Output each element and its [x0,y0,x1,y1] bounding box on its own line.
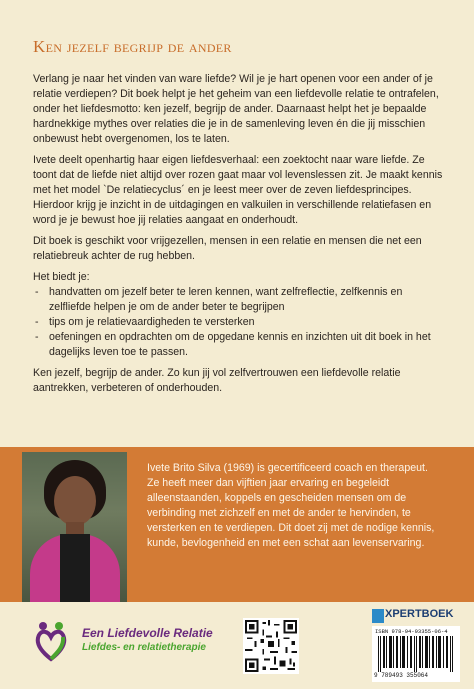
barcode [372,626,460,682]
paragraph: Ivete deelt openhartig haar eigen liefdesverhaal: een zoektocht naar ware liefde. Ze toont dat de liefde niet altijd over rozen gaat maar vol levenslessen zit. Je maakt kennis met het model `De relatiecyclus´ en je leest meer over de zeven liefdesprincipes. Hierdoor krijg je inzicht in de uitdagingen en valkuilen in verschillende relatiefasen en word je je bewust hoe jij relaties aangaat en onderhoudt. [33,154,443,226]
benefits-list [33,285,445,360]
barcode-digits: 9 789493 355064 [374,672,429,679]
heading-part2: begrijp de ander [113,37,232,56]
publisher-logo [372,608,458,624]
blurb-text [33,72,445,402]
author-bio: Ivete Brito Silva (1969) is gecertificeerd coach en therapeut. Ze heeft meer dan vijftien jaar ervaring en begeleidt alleenstaanden, koppels en gescheiden mensen om de verbinding met zichzelf en met de ander te hervinden, te versterken en te verdiepen. Dit doet zij met de nodige kennis, kunde, bevlogenheid en met een schat aan levenservaring. [147,462,435,549]
list-intro: Het biedt je: [33,271,90,283]
list-item: - handvatten om jezelf beter te leren kennen, want zelfreflectie, zelfkennis en zelfliefde helpen je om de ander beter te begrijpen [49,285,445,315]
publisher-mark-icon [372,609,384,623]
isbn-text: ISBN 978-94-93355-06-4 [375,628,448,635]
author-photo [22,452,127,602]
list-item: - tips om je relatievaardigheden te versterken [49,315,445,330]
closing-paragraph: Ken jezelf, begrijp de ander. Zo kun jij vol zelfvertrouwen een liefdevolle relatie aantrekken, verbeteren of onderhouden. [33,367,401,394]
paragraph: Verlang je naar het vinden van ware liefde? Wil je je hart openen voor een ander of je relatie verdiepen? Dit boek helpt je het geheim van een liefdevolle relatie te ontrafelen, onder het liefdesmotto: ken jezelf, begrijp de ander. Daarnaast helpt het je bepaalde hardnekkige mythes over relaties die je in de samenleving leven én die jij misschien onbewust hebt overgenomen, los te laten. [33,73,439,145]
qr-code-icon [243,618,299,674]
list-item: - oefeningen en opdrachten om de opgedane kennis en inzichten uit dit boek in het dagelijks leven toe te passen. [49,330,445,360]
cover-heading [33,37,232,57]
heart-people-icon [34,619,68,663]
logo-subtitle: Liefdes- en relatietherapie [82,642,206,653]
relatie-logo [28,613,238,683]
heading-part1: Ken jezelf [33,37,110,56]
logo-title: Een Liefdevolle Relatie [82,626,213,640]
publisher-name: XPERTBOEK [385,608,454,620]
paragraph: Dit boek is geschikt voor vrijgezellen, mensen in een relatie en mensen die net een relatiebreuk achter de rug hebben. [33,235,422,262]
barcode-icon [376,636,456,672]
